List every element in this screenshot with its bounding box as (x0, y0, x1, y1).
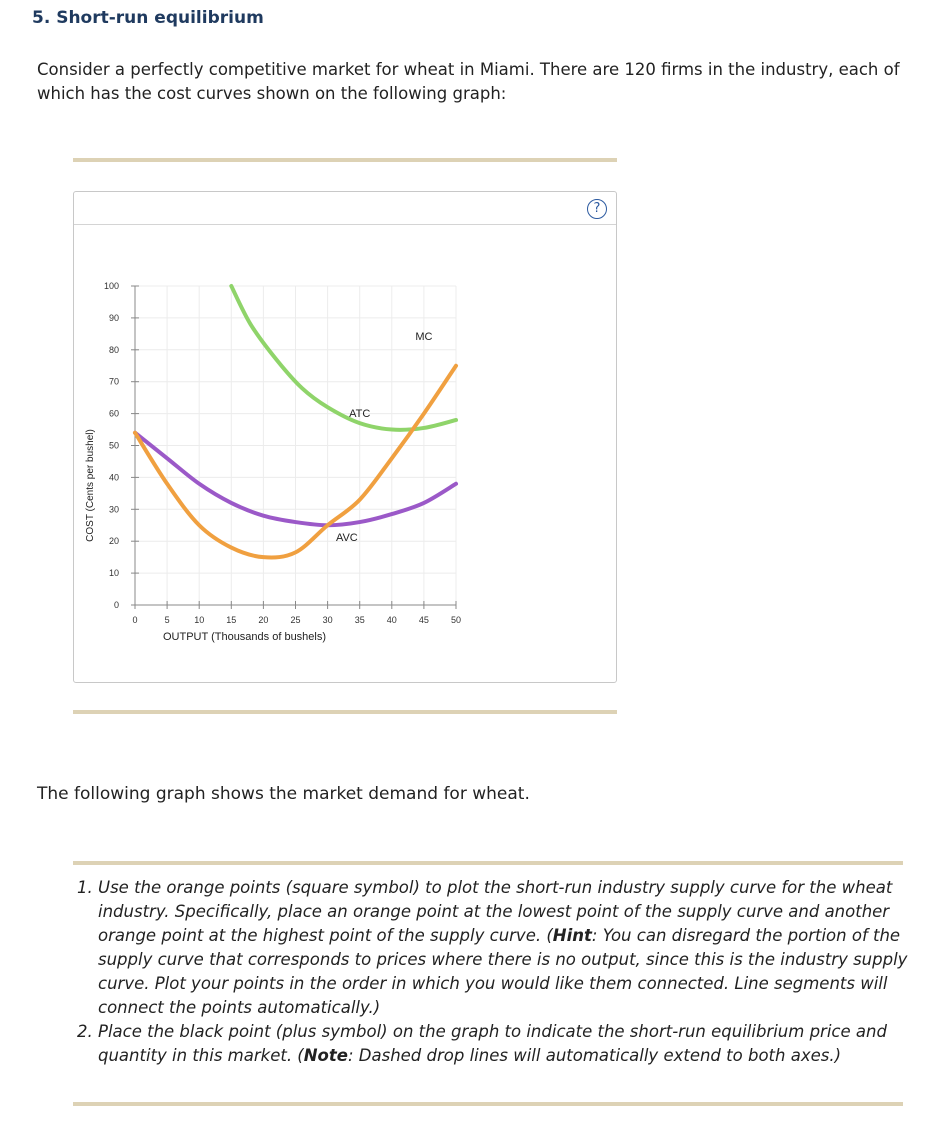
x-axis-title: OUTPUT (Thousands of bushels) (163, 631, 327, 643)
x-tick-label: 10 (194, 615, 205, 625)
instructions-top-divider (73, 861, 903, 865)
y-tick-label: 10 (108, 568, 119, 579)
y-tick-label: 40 (108, 472, 119, 483)
y-tick-label: 70 (108, 376, 119, 387)
y-tick-label: 30 (108, 504, 119, 515)
avc-curve-label: AVC (335, 532, 358, 545)
y-tick-label: 50 (108, 440, 119, 451)
x-tick-label: 20 (258, 615, 269, 625)
intro-paragraph: Consider a perfectly competitive market for wheat in Miami. There are 120 firms in the industry, each of which has the cost curves shown on the following graph: (37, 60, 900, 103)
cost-curves-chart (74, 192, 616, 682)
section-title: 5. Short-run equilibrium (32, 8, 264, 28)
y-axis-title: COST (Cents per bushel) (85, 429, 96, 542)
instruction-item-1: 1. Use the orange points (square symbol) to plot the short-run industry supply curve for the wheat industry. Specifically, place an orange point at the lowest point of the supply curve and another orange point at the highest point of the supply curve. (Hint: You can disregard the portion of the supply curve that corresponds to prices where there is no output, since this is the industry supply curve. Plot your points in the order in which you would like them connected. Line segments will connect the points automatically.) (98, 876, 933, 1020)
x-tick-label: 45 (418, 615, 429, 625)
atc-curve (231, 286, 456, 430)
x-tick-label: 25 (290, 615, 301, 625)
cost-curves-graph-panel (73, 191, 617, 683)
x-tick-label: 30 (322, 615, 333, 625)
x-tick-label: 15 (226, 615, 237, 625)
x-tick-label: 40 (386, 615, 397, 625)
x-tick-label: 35 (354, 615, 365, 625)
x-tick-label: 5 (164, 615, 170, 625)
mc-curve-label: MC (415, 331, 433, 344)
y-tick-label: 60 (108, 408, 119, 419)
instructions-bottom-divider (73, 1102, 903, 1106)
atc-curve-label: ATC (349, 407, 371, 420)
instructions-list (70, 876, 933, 1068)
instruction-item-2: 2. Place the black point (plus symbol) on the graph to indicate the short-run equilibrium price and quantity in this market. (Note: Dashed drop lines will automatically extend to both axes.) (98, 1020, 933, 1068)
top-divider (73, 158, 617, 162)
y-tick-label: 90 (108, 312, 119, 323)
help-icon[interactable]: ? (587, 199, 607, 219)
note-label: Note (303, 1046, 348, 1065)
x-tick-label: 50 (450, 615, 462, 625)
hint-label: Hint (552, 926, 592, 945)
y-tick-label: 80 (108, 344, 119, 355)
x-tick-label: 0 (132, 615, 138, 625)
y-tick-label: 0 (113, 600, 119, 610)
demand-graph-intro: The following graph shows the market demand for wheat. (37, 784, 530, 804)
y-tick-label: 100 (103, 281, 119, 291)
y-tick-label: 20 (108, 536, 119, 547)
bottom-divider (73, 710, 617, 714)
